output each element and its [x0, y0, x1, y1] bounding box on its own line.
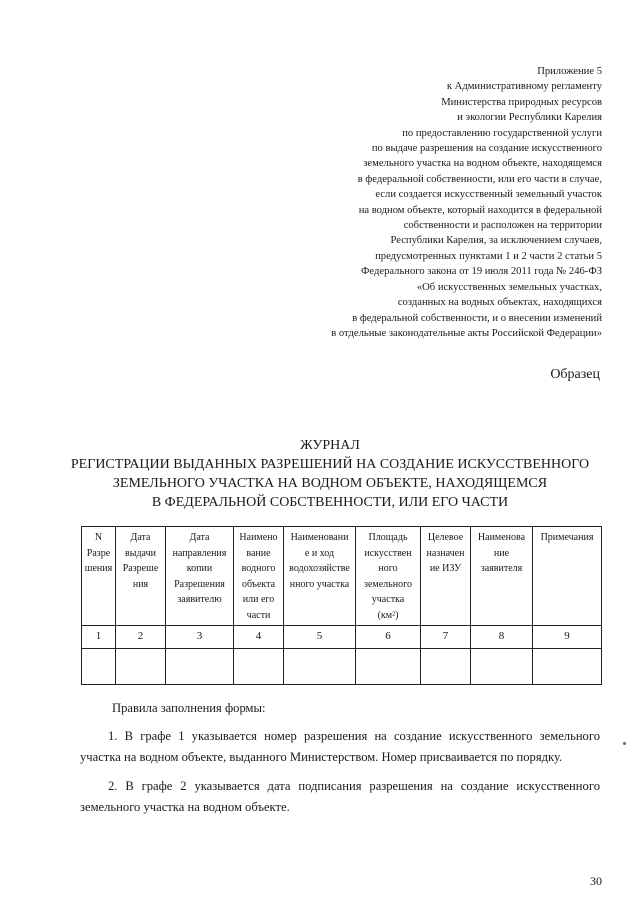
column-header-line: водохозяйстве	[289, 563, 350, 574]
column-header-line: вание	[246, 547, 271, 559]
table-header-row	[82, 527, 602, 626]
column-header-line: Наименова	[477, 532, 526, 543]
table-number-row	[82, 626, 602, 649]
title-line: РЕГИСТРАЦИИ ВЫДАННЫХ РАЗРЕШЕНИЙ НА СОЗДАНИЕ ИСКУССТВЕННОГО	[70, 457, 590, 472]
column-header-line: Разре	[86, 547, 111, 559]
column-number-5: 5	[284, 626, 356, 649]
rule-item: 2. В графе 2 указывается дата подписания разрешения на создание искусственного земельного участка на водном объекте.	[80, 779, 600, 814]
column-header-line: шения	[84, 563, 113, 574]
annex-line: в федеральной собственности, и о внесении изменений	[352, 312, 602, 324]
column-header-line: Наименовани	[290, 532, 349, 543]
column-header-line: земельного	[364, 578, 412, 590]
rule-item: 1. В графе 1 указывается номер разрешения на создание искусственного земельного участка на водном объекте, выданного Министерством. Номер присваивается по порядку.	[80, 729, 600, 764]
column-header-line: направления	[172, 547, 227, 559]
annex-line: в федеральной собственности, или его части в случае,	[357, 173, 602, 185]
empty-cell	[82, 649, 116, 685]
annex-line: собственности и расположен на территории	[403, 220, 602, 232]
annex-line: предусмотренных пунктами 1 и 2 части 2 статьи 5	[375, 250, 602, 262]
column-number-3: 3	[166, 626, 234, 649]
annex-line: по выдаче разрешения на создание искусственного	[371, 143, 602, 155]
column-header-line: назначен	[426, 547, 465, 559]
column-number-7: 7	[421, 626, 471, 649]
annex-line: Приложение 5	[537, 66, 602, 77]
column-header-5	[284, 527, 356, 626]
journal-table	[81, 526, 602, 685]
annex-header	[242, 64, 602, 341]
column-header-1	[82, 527, 116, 626]
empty-cell	[116, 649, 166, 685]
column-header-line: Наимено	[239, 532, 278, 543]
column-header-line: нного участка	[289, 578, 350, 590]
column-header-9	[533, 527, 602, 626]
column-header-line: заявителя	[480, 563, 523, 574]
annex-line: если создается искусственный земельный участок	[375, 189, 602, 201]
column-number-4: 4	[234, 626, 284, 649]
empty-cell	[421, 649, 471, 685]
filling-rules	[80, 698, 600, 818]
annex-line: в отдельные законодательные акты Российской Федерации»	[331, 327, 602, 339]
column-number-9: 9	[533, 626, 602, 649]
column-header-line: части	[246, 609, 271, 621]
column-header-line: водного	[241, 563, 276, 574]
empty-cell	[166, 649, 234, 685]
column-number-1: 1	[82, 626, 116, 649]
column-header-line: (км²)	[377, 609, 399, 621]
column-header-6	[356, 527, 421, 626]
column-header-line: копии	[186, 563, 213, 574]
column-header-line: искусствен	[364, 547, 412, 559]
column-header-line: Дата	[130, 532, 151, 543]
column-header-3	[166, 527, 234, 626]
column-header-line: Площадь	[368, 532, 408, 543]
title-line: ЗЕМЕЛЬНОГО УЧАСТКА НА ВОДНОМ ОБЪЕКТЕ, НАХОДЯЩЕМСЯ	[112, 476, 548, 491]
column-header-2	[116, 527, 166, 626]
annex-line: «Об искусственных земельных участках,	[416, 281, 602, 293]
annex-line: на водном объекте, который находится в федеральной	[358, 204, 602, 216]
column-header-line: ние	[493, 547, 510, 559]
column-header-line: ного	[378, 563, 398, 574]
annex-line: к Административному регламенту	[446, 81, 602, 93]
annex-line: Республики Карелия, за исключением случаев,	[390, 235, 602, 247]
column-header-line: участка	[371, 594, 405, 605]
column-header-line: объекта	[241, 578, 276, 590]
empty-cell	[356, 649, 421, 685]
empty-cell	[471, 649, 533, 685]
column-header-line: N	[94, 532, 103, 543]
column-header-line: Дата	[189, 532, 210, 543]
annex-line: земельного участка на водном объекте, находящемся	[363, 158, 602, 170]
table-empty-row	[82, 649, 602, 685]
annex-line: Федерального закона от 19 июля 2011 года № 246-ФЗ	[361, 266, 602, 278]
annex-line: по предоставлению государственной услуги	[402, 127, 602, 139]
column-header-line: Целевое	[427, 532, 464, 543]
page-number: 30	[590, 874, 602, 888]
column-header-7	[421, 527, 471, 626]
column-header-line: Разрешения	[174, 578, 225, 590]
column-header-line: е и ход	[304, 547, 335, 559]
scan-speck	[623, 742, 626, 745]
annex-line: созданных на водных объектах, находящихся	[397, 297, 602, 309]
sample-label: Образец	[550, 367, 600, 382]
empty-cell	[533, 649, 602, 685]
column-header-line: ния	[132, 578, 149, 590]
empty-cell	[234, 649, 284, 685]
column-number-2: 2	[116, 626, 166, 649]
column-header-line: ие ИЗУ	[429, 563, 462, 574]
column-header-line: или его	[242, 594, 275, 605]
column-header-line: заявителю	[177, 594, 222, 605]
column-number-8: 8	[471, 626, 533, 649]
column-header-8	[471, 527, 533, 626]
column-header-4	[234, 527, 284, 626]
column-header-line: Разреше	[122, 563, 159, 574]
column-number-6: 6	[356, 626, 421, 649]
document-title	[60, 436, 600, 512]
annex-line: Министерства природных ресурсов	[441, 96, 602, 108]
title-line: ЖУРНАЛ	[300, 438, 360, 453]
empty-cell	[284, 649, 356, 685]
title-line: В ФЕДЕРАЛЬНОЙ СОБСТВЕННОСТИ, ИЛИ ЕГО ЧАСТИ	[151, 495, 509, 510]
column-header-line: выдачи	[125, 547, 156, 559]
rules-heading: Правила заполнения формы:	[112, 701, 266, 715]
annex-line: и экологии Республики Карелия	[457, 112, 602, 124]
column-header-line: Примечания	[540, 532, 594, 543]
